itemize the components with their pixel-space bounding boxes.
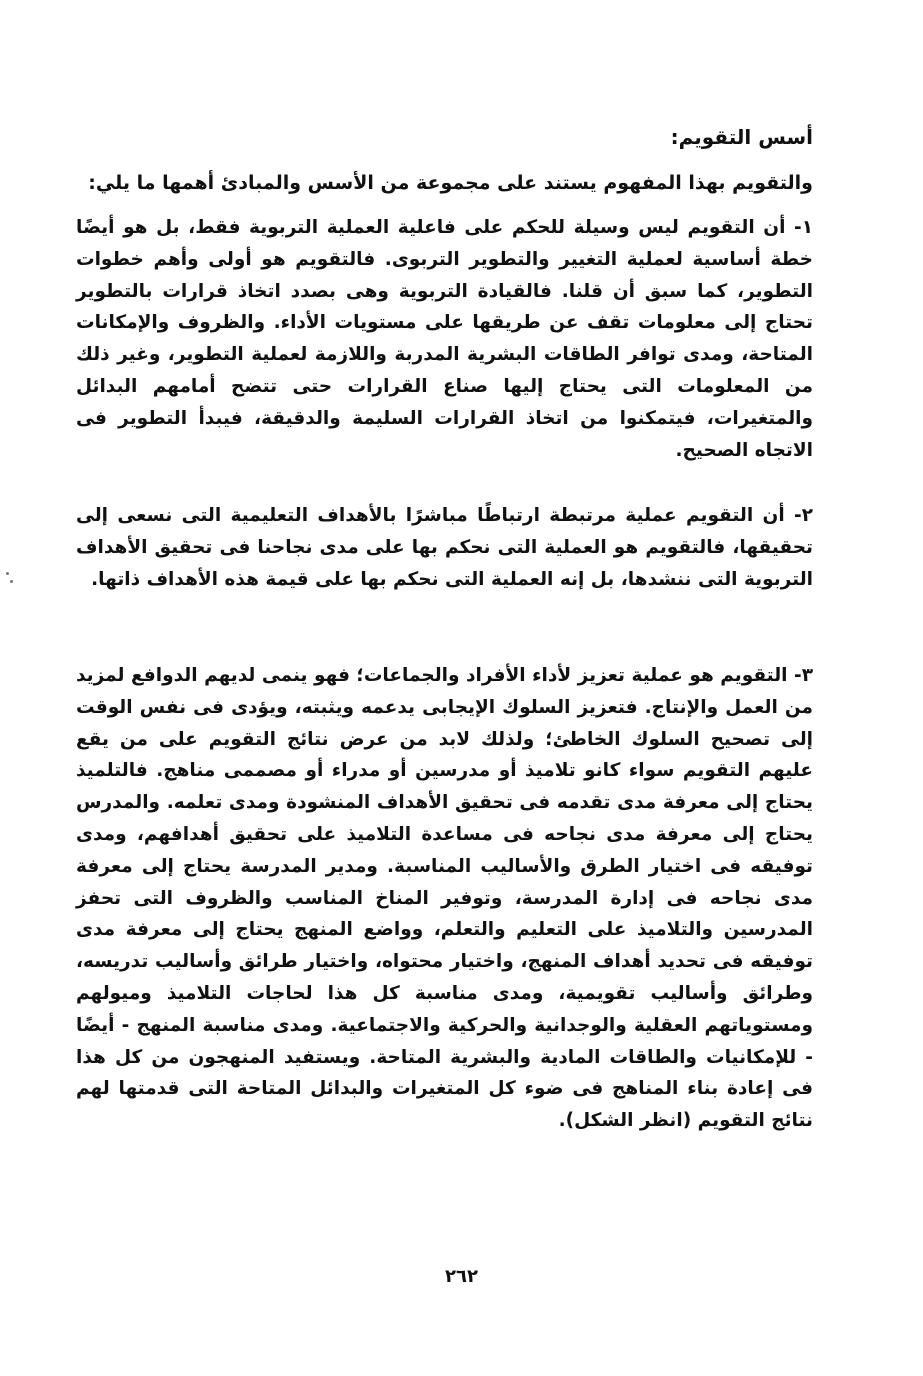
paragraph-1: ١- أن التقويم ليس وسيلة للحكم على فاعلية العملية التربوية فقط، بل هو أيضًا خطة أساسية لعملية التغيير والتطوير التربوى. فالتقويم هو أولى وأهم خطوات التطوير، كما سبق أن قلنا. فالقيادة التربوية وهى بصدد اتخاذ قرارات بالتطوير تحتاج إلى معلومات تقف عن طريقها على مستويات الأداء. والظروف والإمكانات المتاحة، ومدى توافر الطاقات البشرية المدربة واللازمة لعملية التطوير، وغير ذلك من المعلومات التى يحتاج إليها صناع القرارات حتى تتضح أمامهم البدائل والمتغيرات، فيتمكنوا من اتخاذ القرارات السليمة والدقيقة، فيبدأ التطوير فى الاتجاه الصحيح.: [76, 217, 813, 461]
section-heading: أسس التقويم:: [670, 125, 813, 149]
paragraph-2: ٢- أن التقويم عملية مرتبطة ارتباطًا مباشرًا بالأهداف التعليمية التى نسعى إلى تحقيقها، فالتقويم هو العملية التى نحكم بها على مدى نجاحنا فى تحقيق الأهداف التربوية التى ننشدها، بل إنه العملية التى نحكم بها على قيمة هذه الأهداف ذاتها.: [76, 505, 813, 590]
paragraph-3: ٣- التقويم هو عملية تعزيز لأداء الأفراد والجماعات؛ فهو ينمى لديهم الدوافع لمزيد من العمل والإنتاج. فتعزيز السلوك الإيجابى يدعمه ويثبته، ويؤدى فى نفس الوقت إلى تصحيح السلوك الخاطئ؛ ولذلك لابد من عرض نتائج التقويم على من يقع عليهم التقويم سواء كانو تلاميذ أو مدرسين أو مدراء أو مصممى مناهج. فالتلميذ يحتاج إلى معرفة مدى تقدمه فى تحقيق الأهداف المنشودة ومدى تعلمه. والمدرس يحتاج إلى معرفة مدى نجاحه فى مساعدة التلاميذ على تحقيق أهدافهم، ومدى توفيقه فى اختيار الطرق والأساليب المناسبة. ومدير المدرسة يحتاج إلى معرفة مدى نجاحه فى إدارة المدرسة، وتوفير المناخ المناسب والظروف التى تحفز المدرسين والتلاميذ على التعليم والتعلم، وواضع المنهج يحتاج إلى معرفة مدى توفيقه فى تحديد أهداف المنهج، واختيار محتواه، واختيار طرائق وأساليب تدريسه، وطرائق وأساليب تقويمية، ومدى مناسبة كل هذا لحاجات التلاميذ وميولهم ومستوياتهم العقلية والوجدانية والحركية والاجتماعية. ومدى مناسبة المنهج - أيضًا - للإمكانيات والطاقات المادية والبشرية المتاحة. ويستفيد المنهجون من كل هذا فى إعادة بناء المناهج فى ضوء كل المتغيرات والبدائل المتاحة التى قدمتها لهم نتائج التقويم (انظر الشكل).: [76, 665, 813, 1132]
intro-paragraph: والتقويم بهذا المفهوم يستند على مجموعة من الأسس والمبادئ أهمها ما يلي:: [88, 172, 813, 194]
scan-speck: [10, 580, 13, 583]
scan-speck: [6, 572, 9, 575]
page-number: ٢٦٢: [445, 1266, 478, 1287]
